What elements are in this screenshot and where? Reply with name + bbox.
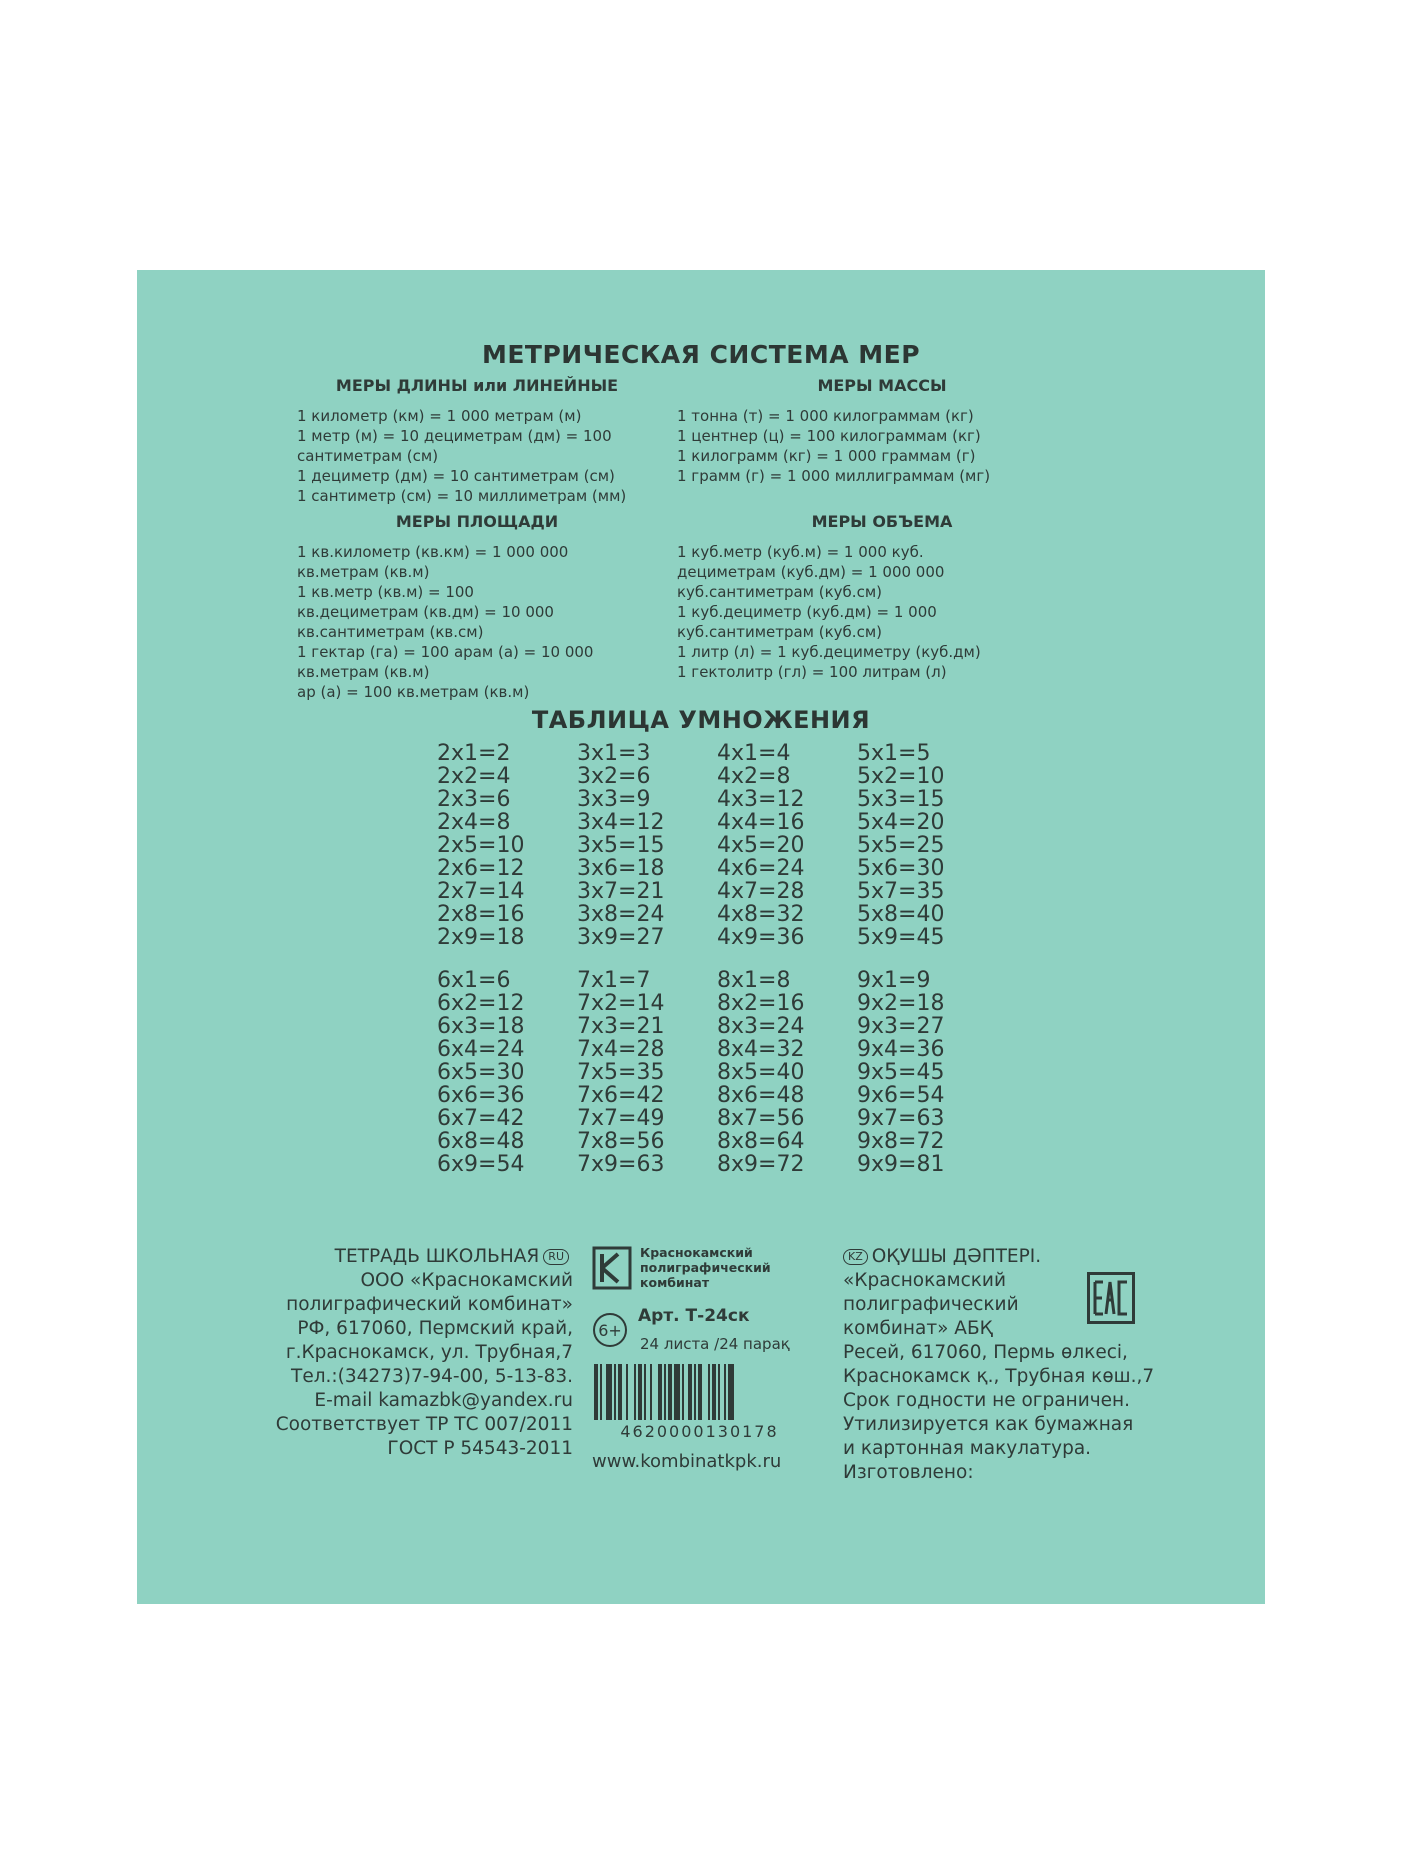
multiplication-fact: 8x3=24 [717,1014,805,1039]
footer-right-line: Краснокамск қ., Трубная көш.,7 [843,1366,1155,1387]
barcode-bar [712,1364,716,1422]
multiplication-fact: 7x2=14 [577,991,665,1016]
mass-line: 1 центнер (ц) = 100 килограммам (кг) [677,427,981,445]
logo-line: комбинат [640,1275,710,1290]
barcode-bar [708,1364,710,1422]
logo-line: Краснокамский [640,1245,753,1260]
multiplication-fact: 8x7=56 [717,1106,805,1131]
footer-right-line: Срок годности не ограничен. [843,1390,1131,1411]
footer-right-line: полиграфический [843,1294,1019,1315]
multiplication-fact: 7x9=63 [577,1152,665,1177]
barcode-bar [724,1364,726,1422]
multiplication-fact: 6x5=30 [437,1060,525,1085]
multiplication-fact: 3x8=24 [577,902,665,927]
multiplication-fact: 7x4=28 [577,1037,665,1062]
multiplication-fact: 7x5=35 [577,1060,665,1085]
volume-line: 1 куб.метр (куб.м) = 1 000 куб. [677,543,924,561]
barcode-bar [674,1364,680,1422]
volume-line: 1 гектолитр (гл) = 100 литрам (л) [677,663,947,681]
barcode-bar [638,1364,642,1422]
barcode-bar [618,1364,622,1422]
volume-line: 1 литр (л) = 1 куб.дециметру (куб.дм) [677,643,981,661]
multiplication-fact: 5x5=25 [857,833,945,858]
multiplication-column [717,742,857,949]
multiplication-fact: 4x3=12 [717,787,805,812]
multiplication-fact: 2x7=14 [437,879,525,904]
multiplication-fact: 7x3=21 [577,1014,665,1039]
barcode-bar [694,1364,696,1422]
area-line: 1 гектар (га) = 100 арам (а) = 10 000 [297,643,594,661]
multiplication-column [437,969,577,1176]
multiplication-block-2-5 [437,742,997,949]
multiplication-fact: 6x8=48 [437,1129,525,1154]
volume-line: дециметрам (куб.дм) = 1 000 000 [677,563,945,581]
multiplication-column [577,969,717,1176]
multiplication-fact: 3x6=18 [577,856,665,881]
multiplication-fact: 4x7=28 [717,879,805,904]
length-line: сантиметрам (см) [297,447,439,465]
length-measures-title: МЕРЫ ДЛИНЫ или ЛИНЕЙНЫЕ [335,376,619,395]
barcode-bar [626,1364,628,1422]
company-logo-icon [592,1246,632,1290]
volume-line: куб.сантиметрам (куб.см) [677,583,882,601]
multiplication-fact: 8x5=40 [717,1060,805,1085]
footer-right-line: Утилизируется как бумажная [843,1414,1134,1435]
barcode-bar [718,1364,720,1422]
multiplication-fact: 4x9=36 [717,925,805,950]
metric-system-title: МЕТРИЧЕСКАЯ СИСТЕМА МЕР [481,340,921,369]
barcode-bars [592,1364,807,1424]
area-line: кв.сантиметрам (кв.см) [297,623,484,641]
multiplication-column [857,969,997,1176]
area-line: кв.метрам (кв.м) [297,563,430,581]
multiplication-fact: 6x1=6 [437,968,511,993]
barcode-bar [728,1364,734,1422]
barcode [592,1364,807,1441]
multiplication-fact: 9x9=81 [857,1152,945,1177]
sheet-count: 24 листа /24 парақ [640,1335,790,1353]
length-line: 1 километр (км) = 1 000 метрам (м) [297,407,582,425]
area-measures-title: МЕРЫ ПЛОЩАДИ [395,512,559,531]
multiplication-fact: 9x3=27 [857,1014,945,1039]
barcode-bar [644,1364,646,1422]
multiplication-fact: 8x9=72 [717,1152,805,1177]
footer-left-line: РФ, 617060, Пермский край, [297,1318,573,1339]
footer-left-line: ООО «Краснокамский [360,1270,573,1291]
footer-left-line: E-mail kamazbk@yandex.ru [314,1390,573,1411]
footer-right-line: Изготовлено: [843,1462,974,1483]
multiplication-column [577,742,717,949]
area-line: 1 кв.километр (кв.км) = 1 000 000 [297,543,569,561]
footer-right-line: Ресей, 617060, Пермь өлкесі, [843,1342,1128,1363]
mass-line: 1 килограмм (кг) = 1 000 граммам (г) [677,447,976,465]
footer-left-line: полиграфический комбинат» [286,1294,573,1315]
multiplication-fact: 5x8=40 [857,902,945,927]
multiplication-fact: 2x3=6 [437,787,511,812]
multiplication-fact: 5x6=30 [857,856,945,881]
age-rating-text: 6+ [598,1321,622,1340]
barcode-bar [688,1364,692,1422]
company-logo-text [640,1245,771,1290]
barcode-bar [594,1364,598,1422]
multiplication-fact: 9x1=9 [857,968,931,993]
footer-left-line: Соответствует ТР ТС 007/2011 [275,1414,573,1435]
multiplication-fact: 4x6=24 [717,856,805,881]
volume-measures-title: МЕРЫ ОБЪЕМА [811,512,953,531]
area-line: 1 кв.метр (кв.м) = 100 [297,583,474,601]
kz-tag: KZ [843,1249,868,1265]
multiplication-fact: 5x1=5 [857,741,931,766]
multiplication-fact: 4x2=8 [717,764,791,789]
kazakh-title: ОҚУШЫ ДӘПТЕРІ. [871,1246,1042,1267]
footer-right-line: «Краснокамский [843,1270,1006,1291]
multiplication-fact: 5x9=45 [857,925,945,950]
barcode-bar [600,1364,602,1422]
multiplication-column [717,969,857,1176]
footer-left-line: ГОСТ Р 54543-2011 [387,1438,573,1459]
multiplication-fact: 5x4=20 [857,810,945,835]
multiplication-fact: 6x2=12 [437,991,525,1016]
footer-right [843,1245,1243,1485]
multiplication-fact: 6x4=24 [437,1037,525,1062]
area-measures [297,512,657,702]
multiplication-fact: 3x1=3 [577,741,651,766]
multiplication-fact: 3x5=15 [577,833,665,858]
volume-line: куб.сантиметрам (куб.см) [677,623,882,641]
footer-left-line: г.Краснокамск, ул. Трубная,7 [285,1342,573,1363]
area-line: ар (а) = 100 кв.метрам (кв.м) [297,683,530,701]
multiplication-fact: 9x8=72 [857,1129,945,1154]
multiplication-fact: 2x5=10 [437,833,525,858]
multiplication-fact: 4x5=20 [717,833,805,858]
multiplication-fact: 3x7=21 [577,879,665,904]
article-number: Арт. Т-24ск [638,1306,750,1326]
footer-middle [592,1245,832,1474]
multiplication-fact: 2x1=2 [437,741,511,766]
multiplication-fact: 3x3=9 [577,787,651,812]
footer-left [137,1245,573,1461]
multiplication-table-title: ТАБЛИЦА УМНОЖЕНИЯ [531,706,871,734]
footer-left-line: Тел.:(34273)7-94-00, 5-13-83. [291,1366,573,1387]
multiplication-column [437,742,577,949]
multiplication-table [437,742,997,1176]
website: www.kombinatkpk.ru [592,1451,782,1472]
article-row [592,1304,832,1356]
length-measures [297,376,657,506]
multiplication-fact: 9x6=54 [857,1083,945,1108]
length-line: 1 дециметр (дм) = 10 сантиметрам (см) [297,467,615,485]
multiplication-fact: 8x6=48 [717,1083,805,1108]
length-line: 1 метр (м) = 10 дециметрам (дм) = 100 [297,427,612,445]
multiplication-fact: 6x7=42 [437,1106,525,1131]
barcode-bar [606,1364,612,1422]
multiplication-column [857,742,997,949]
company-logo [592,1245,832,1290]
notebook-cover [137,270,1265,1604]
barcode-bar [614,1364,616,1422]
barcode-bar [634,1364,636,1422]
barcode-bar [664,1364,666,1422]
age-rating-badge [592,1312,628,1348]
multiplication-fact: 2x9=18 [437,925,525,950]
multiplication-fact: 3x2=6 [577,764,651,789]
multiplication-fact: 2x2=4 [437,764,511,789]
multiplication-fact: 3x4=12 [577,810,665,835]
multiplication-fact: 6x3=18 [437,1014,525,1039]
footer-right-title-row [843,1245,1243,1269]
multiplication-fact: 8x2=16 [717,991,805,1016]
multiplication-fact: 7x6=42 [577,1083,665,1108]
multiplication-fact: 7x7=49 [577,1106,665,1131]
multiplication-fact: 7x8=56 [577,1129,665,1154]
barcode-number: 4620000130178 [592,1420,807,1444]
barcode-bar [698,1364,702,1422]
multiplication-fact: 8x4=32 [717,1037,805,1062]
multiplication-fact: 2x4=8 [437,810,511,835]
area-line: кв.метрам (кв.м) [297,663,430,681]
mass-measures-title: МЕРЫ МАССЫ [817,376,947,395]
multiplication-fact: 7x1=7 [577,968,651,993]
logo-line: полиграфический [640,1260,771,1275]
footer-right-line: и картонная макулатура. [843,1438,1092,1459]
ru-tag: RU [543,1249,569,1265]
barcode-bar [668,1364,672,1422]
multiplication-fact: 2x6=12 [437,856,525,881]
area-line: кв.дециметрам (кв.дм) = 10 000 [297,603,554,621]
mass-line: 1 грамм (г) = 1 000 миллиграммам (мг) [677,467,991,485]
footer-left-title-row [137,1245,573,1269]
multiplication-fact: 9x4=36 [857,1037,945,1062]
footer-right-line: комбинат» АБҚ [843,1318,993,1339]
volume-measures [677,512,1037,682]
barcode-bar [650,1364,652,1422]
barcode-bar [658,1364,662,1422]
multiplication-fact: 9x2=18 [857,991,945,1016]
multiplication-fact: 9x5=45 [857,1060,945,1085]
multiplication-fact: 9x7=63 [857,1106,945,1131]
volume-line: 1 куб.дециметр (куб.дм) = 1 000 [677,603,937,621]
multiplication-fact: 4x4=16 [717,810,805,835]
multiplication-fact: 8x1=8 [717,968,791,993]
mass-line: 1 тонна (т) = 1 000 килограммам (кг) [677,407,974,425]
multiplication-fact: 4x1=4 [717,741,791,766]
barcode-bar [682,1364,684,1422]
multiplication-fact: 8x8=64 [717,1129,805,1154]
multiplication-fact: 5x7=35 [857,879,945,904]
multiplication-fact: 3x9=27 [577,925,665,950]
multiplication-fact: 2x8=16 [437,902,525,927]
multiplication-fact: 5x3=15 [857,787,945,812]
notebook-type-title: ТЕТРАДЬ ШКОЛЬНАЯ [334,1246,540,1267]
multiplication-block-6-9 [437,969,997,1176]
multiplication-fact: 6x6=36 [437,1083,525,1108]
multiplication-fact: 5x2=10 [857,764,945,789]
multiplication-fact: 6x9=54 [437,1152,525,1177]
mass-measures [677,376,1037,486]
multiplication-fact: 4x8=32 [717,902,805,927]
length-line: 1 сантиметр (см) = 10 миллиметрам (мм) [297,487,627,505]
eac-mark [1087,1272,1135,1324]
